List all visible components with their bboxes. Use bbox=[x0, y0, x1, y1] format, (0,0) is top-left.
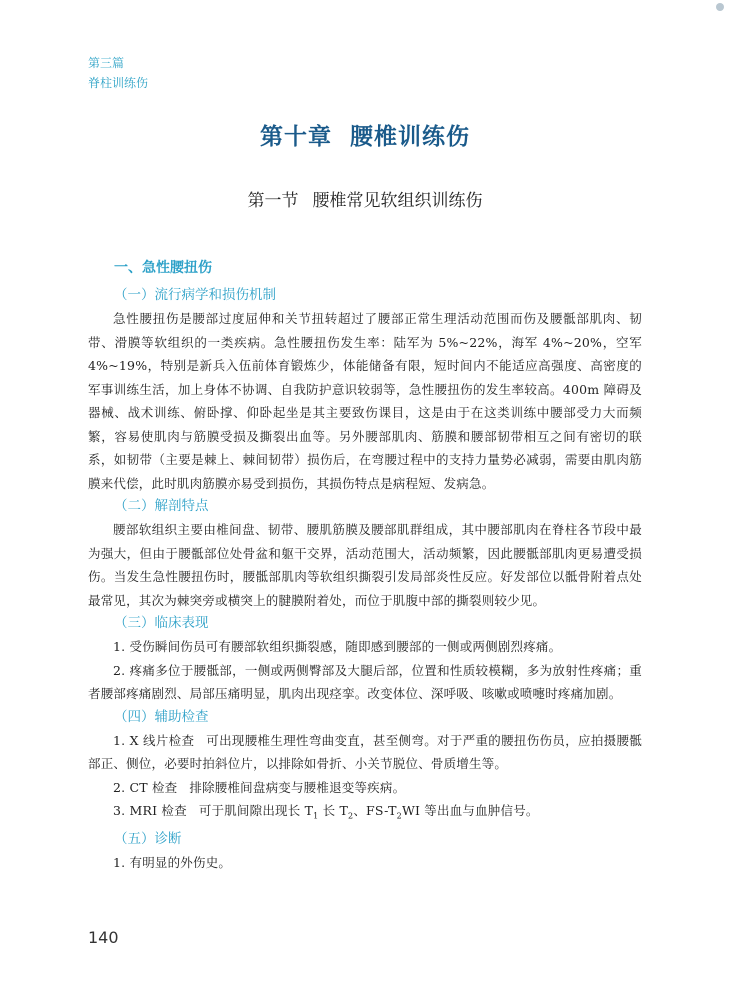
chapter-name: 腰椎训练伤 bbox=[350, 124, 470, 150]
exam-mri-lead: 3. MRI 检查 bbox=[113, 803, 187, 818]
chapter-title bbox=[0, 118, 730, 151]
page-number: 140 bbox=[88, 928, 119, 947]
paragraph-epidemiology: 急性腰扭伤是腰部过度屈伸和关节扭转超过了腰部正常生理活动范围而伤及腰骶部肌肉、韧带、滑膜等软组织的一类疾病。急性腰扭伤发生率：陆军为 5%~22%，海军 4%~20%，空军 4%~19%，特别是新兵入伍前体育锻炼少，体能储备有限，短时间内不能适应高强度、高密度的军事训练生活，加上身体不协调、自我防护意识较弱等，急性腰扭伤的发生率较高。400m 障碍及器械、战术训练、俯卧撑、仰卧起坐是其主要致伤课目，这是由于在这类训练中腰部受力大而频繁，容易使肌肉与筋膜受损及撕裂出血等。另外腰部肌肉、筋膜和腰部韧带相互之间有密切的联系，如韧带（主要是棘上、棘间韧带）损伤后，在弯腰过程中的支持力量势必减弱，需要由肌肉筋膜来代偿，此时肌肉筋膜亦易受到损伤，其损伤特点是病程短、发病急。 bbox=[88, 311, 642, 491]
clinical-item-2: 2. 疼痛多位于腰骶部，一侧或两侧臀部及大腿后部，位置和性质较模糊，多为放射性疼痛；重者腰部疼痛剧烈、局部压痛明显，肌肉出现痉挛。改变体位、深呼吸、咳嗽或喷嚏时疼痛加剧。 bbox=[88, 662, 642, 701]
exam-mri-text-c: 、FS-T bbox=[353, 803, 397, 818]
exam-mri-text-b: 长 T bbox=[318, 803, 349, 818]
heading-epidemiology: （一）流行病学和损伤机制 bbox=[114, 287, 276, 303]
exam-item-ct bbox=[88, 776, 642, 800]
exam-mri-text-a: 可于肌间隙出现长 T bbox=[198, 803, 314, 818]
heading-diagnosis: （五）诊断 bbox=[114, 831, 182, 847]
clinical-item-1: 1. 受伤瞬间伤员可有腰部软组织撕裂感，随即感到腰部的一侧或两侧剧烈疼痛。 bbox=[113, 639, 562, 654]
subscript-1: 1 bbox=[313, 811, 319, 821]
exam-ct-lead: 2. CT 检查 bbox=[113, 779, 178, 795]
exam-xray-lead: 1. X 线片检查 bbox=[113, 732, 195, 748]
heading-clinical: （三）临床表现 bbox=[114, 615, 209, 631]
running-header bbox=[88, 53, 148, 93]
subscript-3: 2 bbox=[396, 811, 402, 821]
diagnosis-item-1: 1. 有明显的外伤史。 bbox=[113, 855, 232, 870]
corner-dot bbox=[716, 3, 724, 11]
heading-anatomy: （二）解剖特点 bbox=[114, 498, 209, 514]
section-name: 腰椎常见软组织训练伤 bbox=[312, 191, 483, 211]
heading-auxiliary-exam: （四）辅助检查 bbox=[114, 708, 209, 725]
chapter-number: 第十章 bbox=[260, 124, 332, 150]
main-content bbox=[88, 258, 642, 875]
paragraph-anatomy: 腰部软组织主要由椎间盘、韧带、腰肌筋膜及腰部肌群组成，其中腰部肌肉在脊柱各节段中最为强大，但由于腰骶部位处骨盆和躯干交界，活动范围大，活动频繁，因此腰骶部肌肉更易遭受损伤。当发生急性腰扭伤时，腰骶部肌肉等软组织撕裂引发局部炎性反应。好发部位以骶骨附着点处最常见，其次为棘突旁或横突上的腱膜附着处，而位于肌腹中部的撕裂则较少见。 bbox=[88, 522, 642, 608]
section-number: 第一节 bbox=[247, 191, 299, 211]
exam-xray-text: 可出现腰椎生理性弯曲变直，甚至侧弯。对于严重的腰扭伤伤员，应拍摄腰骶部正、侧位，必要时拍斜位片，以排除如骨折、小关节脱位、骨质增生等。 bbox=[88, 732, 642, 771]
exam-item-mri bbox=[88, 799, 642, 828]
part-title: 脊柱训练伤 bbox=[88, 76, 149, 90]
exam-ct-text: 排除腰椎间盘病变与腰椎退变等疾病。 bbox=[189, 779, 406, 795]
section-title bbox=[0, 186, 730, 211]
exam-item-xray bbox=[88, 729, 642, 776]
subscript-2: 2 bbox=[348, 811, 354, 821]
part-number: 第三篇 bbox=[88, 56, 125, 70]
heading-acute-lumbar-sprain: 一、急性腰扭伤 bbox=[114, 260, 212, 276]
exam-mri-text-d: WI 等出血与血肿信号。 bbox=[401, 803, 539, 818]
